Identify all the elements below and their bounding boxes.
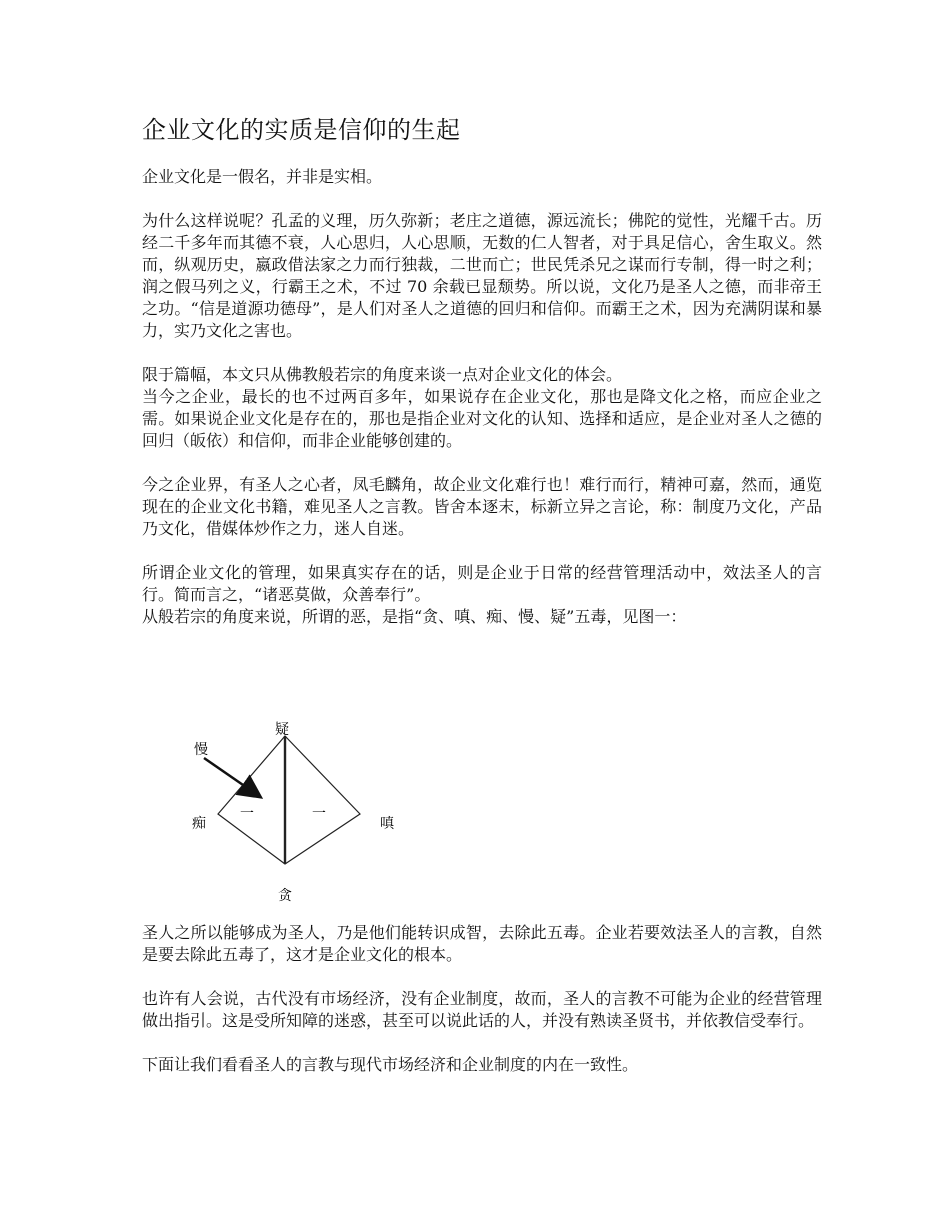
label-top: 疑 xyxy=(275,722,289,738)
paragraph-3a: 限于篇幅，本文只从佛教般若宗的角度来谈一点对企业文化的体会。 xyxy=(142,365,623,384)
document-title: 企业文化的实质是信仰的生起 xyxy=(142,116,461,144)
paragraph-6: 圣人之所以能够成为圣人，乃是他们能转识成智，去除此五毒。企业若要效法圣人的言教，自然是要去除此五毒了，这才是企业文化的根本。 xyxy=(142,923,822,964)
arrow-line xyxy=(204,758,259,796)
label-bottom: 贪 xyxy=(278,888,292,904)
mark-right: 一 xyxy=(312,806,326,822)
paragraph-7: 也许有人会说，古代没有市场经济，没有企业制度，故而，圣人的言教不可能为企业的经营管理做出指引。这是受所知障的迷惑，甚至可以说此话的人，并没有熟读圣贤书，并依教信受奉行。 xyxy=(142,989,822,1030)
paragraph-5a: 所谓企业文化的管理，如果真实存在的话，则是企业于日常的经营管理活动中，效法圣人的言行。简而言之，“诸恶莫做，众善奉行”。 xyxy=(142,563,822,604)
paragraph-1: 企业文化是一假名，并非是实相。 xyxy=(142,167,383,186)
mark-left: 一 xyxy=(240,806,254,822)
document-continuation xyxy=(142,922,822,1076)
diamond-outline xyxy=(218,736,360,864)
diagram-svg xyxy=(186,718,406,906)
label-left: 痴 xyxy=(192,816,206,832)
label-arrow: 慢 xyxy=(194,742,208,758)
paragraph-5b: 从般若宗的角度来说，所谓的恶，是指“贪、嗔、痴、慢、疑”五毒，见图一： xyxy=(142,607,687,626)
five-poisons-diagram xyxy=(186,718,406,906)
paragraph-2: 为什么这样说呢？孔孟的义理，历久弥新；老庄之道德，源远流长；佛陀的觉性，光耀千古。历经二千多年而其德不衰，人心思归，人心思顺，无数的仁人智者，对于具足信心，舍生取义。然而，纵观历史，嬴政借法家之力而行独裁，二世而亡；世民凭杀兄之谋而行专制，得一时之利；润之假马列之义，行霸王之术，不过 70 余载已显颓势。所以说，文化乃是圣人之德，而非帝王之功。“信是道源功德母”，是人们对圣人之道德的回归和信仰。而霸王之术，因为充满阴谋和暴力，实乃文化之害也。 xyxy=(142,211,822,340)
paragraph-8: 下面让我们看看圣人的言教与现代市场经济和企业制度的内在一致性。 xyxy=(142,1055,639,1074)
label-right: 嗔 xyxy=(380,816,394,832)
paragraph-4: 今之企业界，有圣人之心者，凤毛麟角，故企业文化难行也！难行而行，精神可嘉，然而，通览现在的企业文化书籍，难见圣人之言教。皆舍本逐末，标新立异之言论，称：制度乃文化，产品乃文化，借媒体炒作之力，迷人自迷。 xyxy=(142,475,822,538)
document-body xyxy=(142,112,822,628)
paragraph-3b: 当今之企业，最长的也不过两百多年，如果说存在企业文化，那也是降文化之格，而应企业之需。如果说企业文化是存在的，那也是指企业对文化的认知、选择和适应，是企业对圣人之德的回归（皈依）和信仰，而非企业能够创建的。 xyxy=(142,387,822,450)
